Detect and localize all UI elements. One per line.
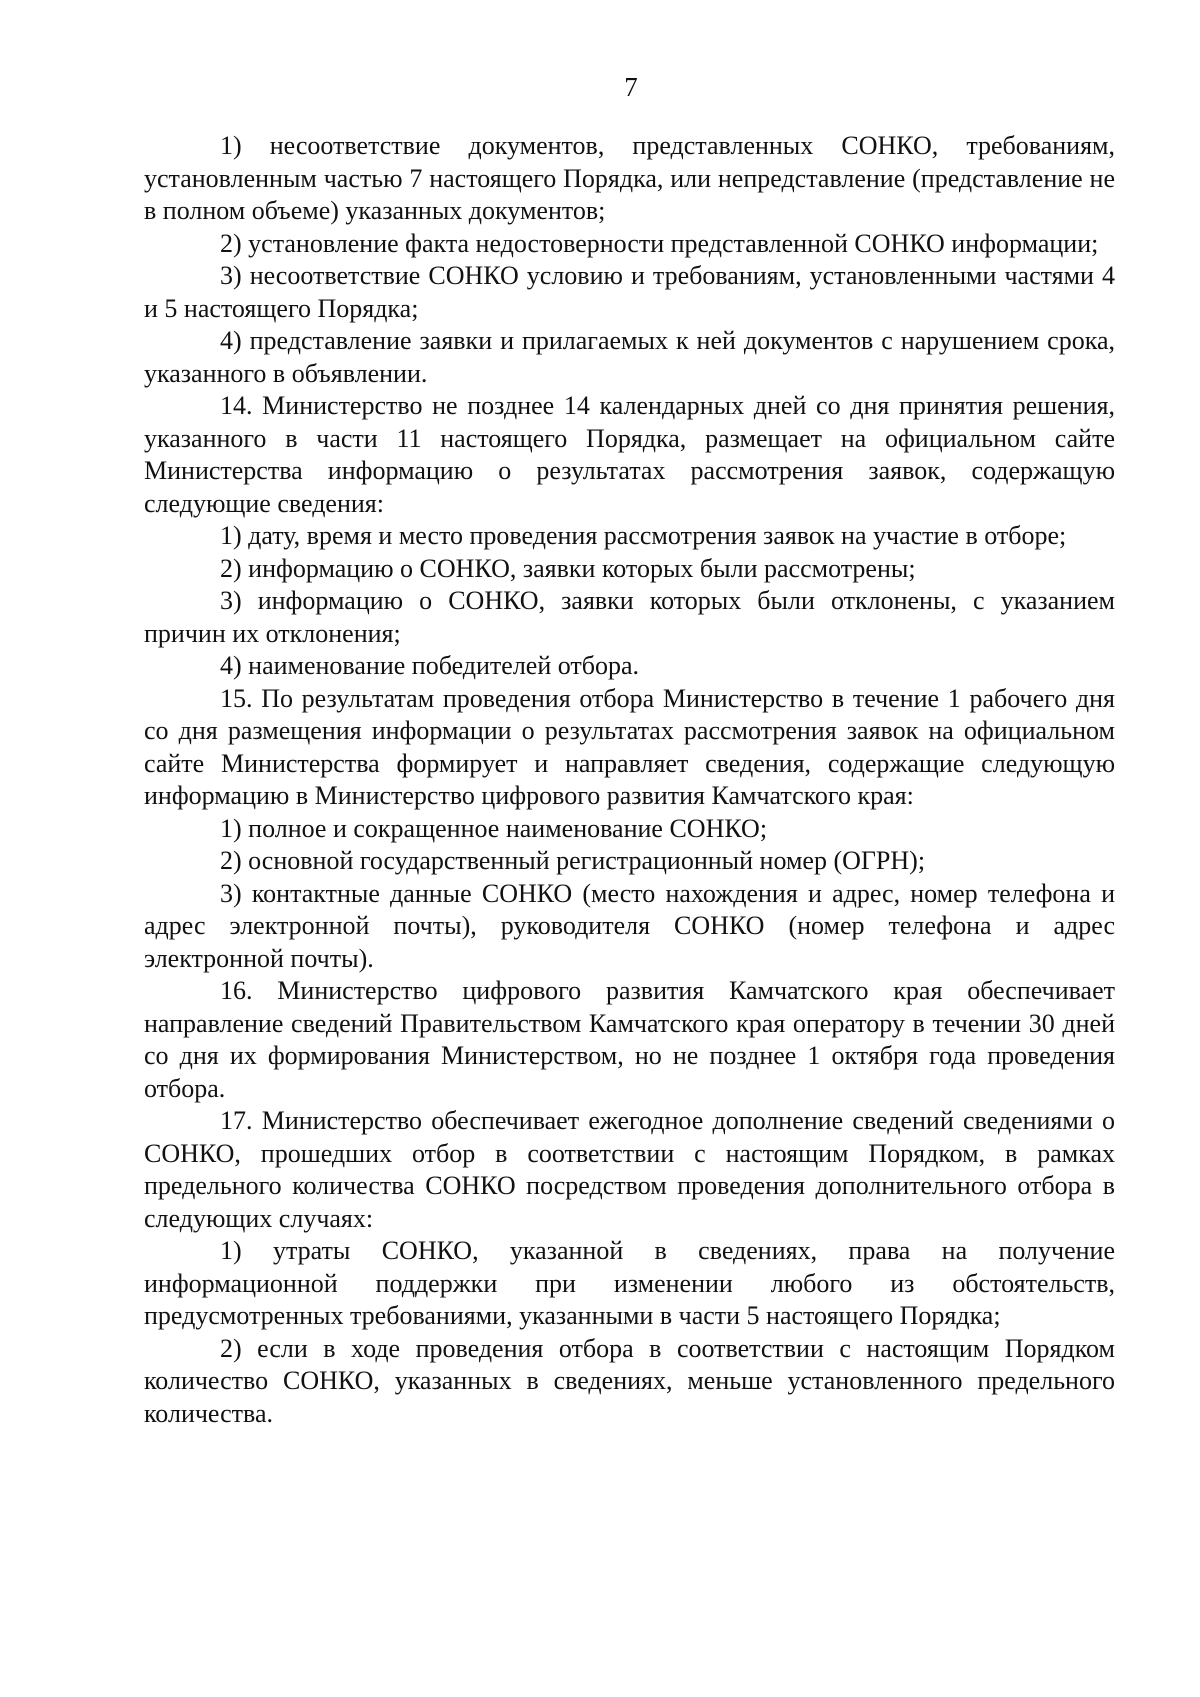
paragraph-15-item-3: 3) контактные данные СОНКО (место нахождения и адрес, номер телефона и адрес электронной почты), руководителя СОНКО (номер телефона и адрес электронной почты). <box>144 878 1115 973</box>
paragraph-14-item-2: 2) информацию о СОНКО, заявки которых были рассмотрены; <box>220 553 916 583</box>
paragraph-17-additional-selection: 17. Министерство обеспечивает ежегодное дополнение сведений сведениями о СОНКО, прошедших отбор в соответствии с настоящим Порядком, в рамках предельного количества СОНКО посредством проведения дополнительного отбора в следующих случаях: <box>144 1106 1115 1233</box>
document-body <box>144 130 1115 1430</box>
paragraph-15-item-1: 1) полное и сокращенное наименование СОНКО; <box>220 813 768 843</box>
paragraph-14-publication: 14. Министерство не позднее 14 календарных дней со дня принятия решения, указанного в части 11 настоящего Порядка, размещает на официальном сайте Министерства информацию о результатах рассмотрения заявок, содержащую следующие сведения: <box>144 391 1115 518</box>
paragraph-4-late-submission: 4) представление заявки и прилагаемых к ней документов с нарушением срока, указанного в объявлении. <box>144 326 1115 388</box>
paragraph-16-digital-ministry: 16. Министерство цифрового развития Камчатского края обеспечивает направление сведений Правительством Камчатского края оператору в течении 30 дней со дня их формирования Министерством, но не позднее 1 октября года проведения отбора. <box>144 976 1115 1103</box>
paragraph-1-document-mismatch: 1) несоответствие документов, представленных СОНКО, требованиям, установленным частью 7 настоящего Порядка, или непредставление (представление не в полном объеме) указанных документов; <box>144 131 1115 225</box>
page-number: 7 <box>624 72 638 102</box>
paragraph-14-item-3: 3) информацию о СОНКО, заявки которых были отклонены, с указанием причин их отклонения; <box>144 586 1115 648</box>
paragraph-2-false-information: 2) установление факта недостоверности представленной СОНКО информации; <box>220 228 1099 258</box>
paragraph-15-item-2: 2) основной государственный регистрационный номер (ОГРН); <box>220 846 926 875</box>
paragraph-17-item-1: 1) утраты СОНКО, указанной в сведениях, права на получение информационной поддержки при изменении любого из обстоятельств, предусмотренных требованиями, указанными в части 5 настоящего Порядка; <box>144 1236 1115 1330</box>
paragraph-15-results: 15. По результатам проведения отбора Министерство в течение 1 рабочего дня со дня размещения информации о результатах рассмотрения заявок на официальном сайте Министерства формирует и направляет сведения, содержащие следующую информацию в Министерство цифрового развития Камчатского края: <box>144 683 1115 810</box>
paragraph-17-item-2: 2) если в ходе проведения отбора в соответствии с настоящим Порядком количество СОНКО, указанных в сведениях, меньше установленного предельного количества. <box>144 1333 1115 1428</box>
paragraph-14-item-4: 4) наименование победителей отбора. <box>220 651 640 680</box>
paragraph-14-item-1: 1) дату, время и место проведения рассмотрения заявок на участие в отборе; <box>220 521 1067 550</box>
paragraph-3-requirements-mismatch: 3) несоответствие СОНКО условию и требованиям, установленными частями 4 и 5 настоящего Порядка; <box>144 261 1115 323</box>
